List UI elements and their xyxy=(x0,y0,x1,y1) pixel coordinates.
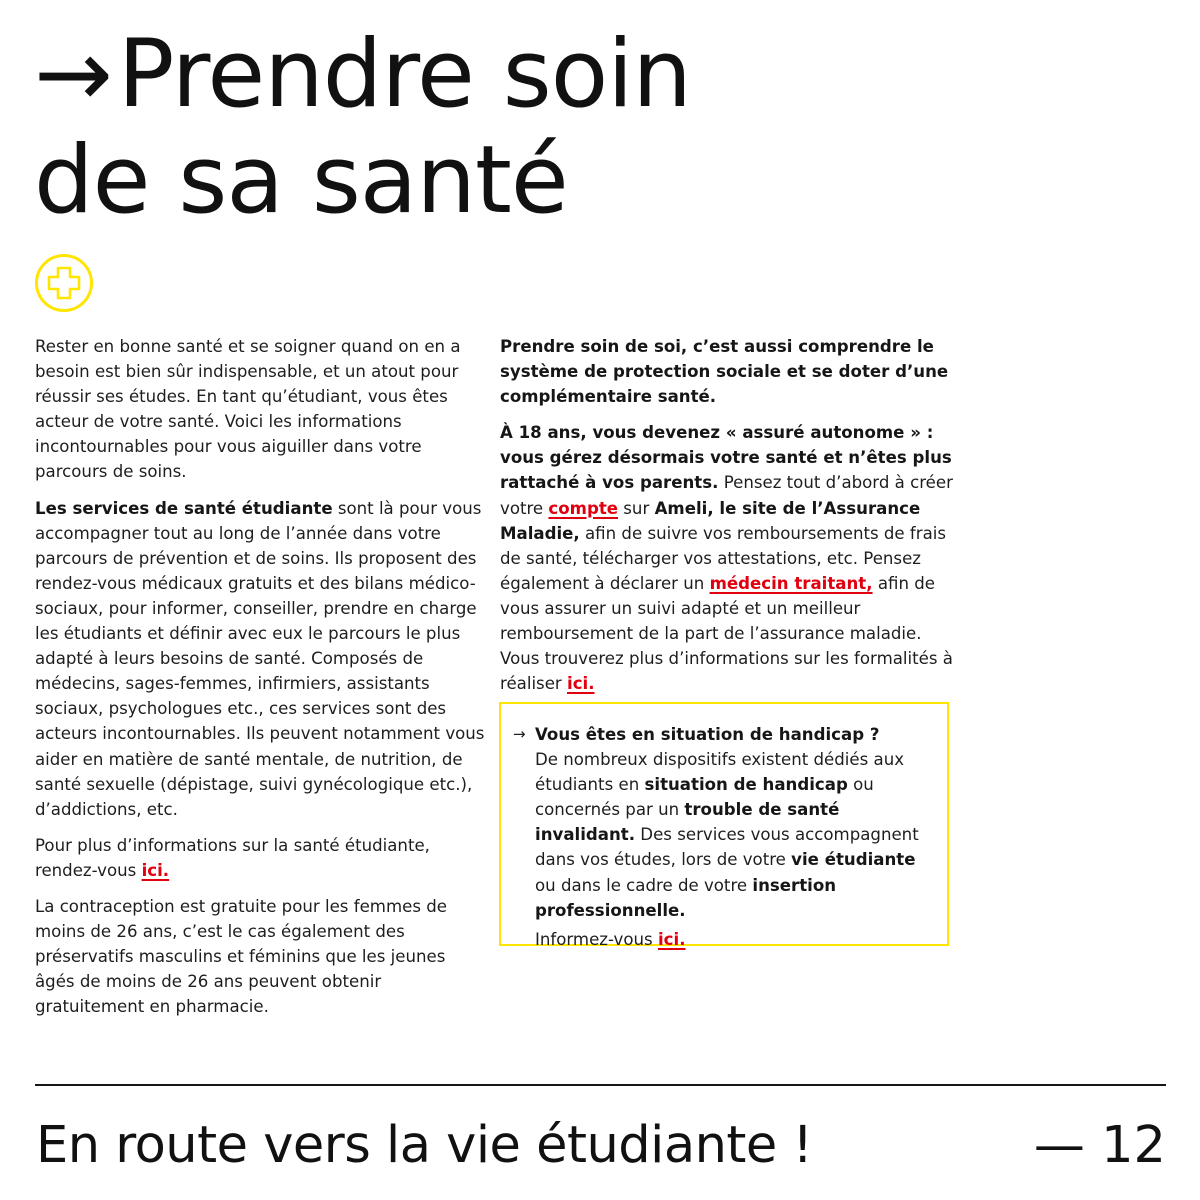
arrow-right-icon: → xyxy=(34,20,112,129)
handicap-info-box xyxy=(499,702,949,949)
assure-autonome-paragraph: À 18 ans, vous devenez « assuré autonome » : vous gérez désormais votre santé et n’êtes plus rattaché à vos parents. Pensez tout d’abord à créer votre compte sur Ameli, le site de l’Assurance Maladie, afin de suivre vos remboursements de frais de santé, télécharger vos attestations, etc. Pensez également à déclarer un médecin traitant, afin de vous assurer un suivi adapté et un meilleur remboursement de la part de l’assurance maladie. Vous trouverez plus d’informations sur les formalités à réaliser ici. xyxy=(500,423,953,694)
more-info-paragraph: Pour plus d’informations sur la santé étudiante, rendez-vous ici. xyxy=(35,835,430,880)
handicap-box-text: Vous êtes en situation de handicap ? De nombreux dispositifs existent dédiés aux étudiants en situation de handicap ou concernés par un trouble de santé invalidant. Des services vous accompagnent dans vos études, lors de votre vie étudiante ou dans le cadre de votre insertion professionnelle. xyxy=(535,725,919,920)
left-column xyxy=(35,334,490,1030)
page-number: — 12 xyxy=(1033,1116,1166,1175)
footer-divider xyxy=(35,1084,1166,1086)
contraception-paragraph: La contraception est gratuite pour les femmes de moins de 26 ans, c’est le cas également des préservatifs masculins et féminins que les jeunes âgés de moins de 26 ans peuvent obtenir gratuitement en pharmacie. xyxy=(35,896,447,1017)
footer-title: En route vers la vie étudiante ! xyxy=(36,1116,813,1175)
page-title xyxy=(34,22,691,234)
handicap-box-cta: Informez-vous ici. xyxy=(535,929,686,949)
protection-sociale-intro: Prendre soin de soi, c’est aussi comprendre le système de protection sociale et se doter d’une complémentaire santé. xyxy=(500,337,949,407)
compte-ameli-link[interactable]: compte xyxy=(548,498,619,518)
formalites-link[interactable]: ici. xyxy=(567,674,595,694)
handicap-link[interactable]: ici. xyxy=(657,929,686,949)
handicap-box-heading: Vous êtes en situation de handicap ? xyxy=(535,725,880,744)
plus-cross-circle-icon xyxy=(34,253,94,313)
title-line-2: de sa santé xyxy=(34,126,568,235)
medecin-traitant-link[interactable]: médecin traitant, xyxy=(709,573,873,593)
student-health-services-paragraph: Les services de santé étudiante sont là pour vous accompagner tout au long de l’année dans votre parcours de prévention et de soins. Ils proposent des rendez-vous médicaux gratuits et des bilans médico-sociaux, pour informer, conseiller, prendre en charge les étudiants et définir avec eux le parcours le plus adapté à leurs besoins de santé. Composés de médecins, sages-femmes, infirmiers, assistants sociaux, psychologues etc., ces services sont des acteurs incontournables. Ils peuvent notamment vous aider en matière de santé mentale, de nutrition, de santé sexuelle (dépistage, suivi gynécologique etc.), d’addictions, etc. xyxy=(35,498,485,819)
intro-paragraph: Rester en bonne santé et se soigner quand on en a besoin est bien sûr indispensable, et un atout pour réussir ses études. En tant qu’étudiant, vous êtes acteur de votre santé. Voici les informations incontournables pour vous aiguiller dans votre parcours de soins. xyxy=(35,337,461,482)
right-column xyxy=(500,334,956,707)
title-line-1: →Prendre soin xyxy=(34,20,691,129)
sante-etudiante-link[interactable]: ici. xyxy=(141,860,170,880)
arrow-right-icon: → xyxy=(513,725,526,743)
